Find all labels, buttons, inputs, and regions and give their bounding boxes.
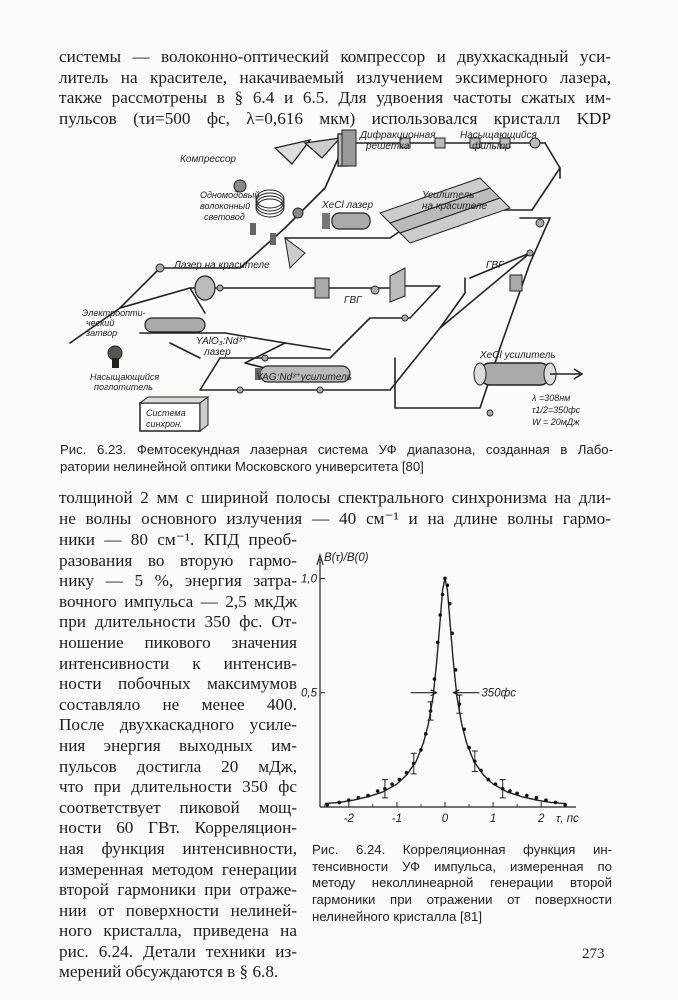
label-gvg-1: ГВГ [344,295,362,306]
label-yalo-2: лазер [204,347,231,358]
figure-6-23-caption [60,441,613,475]
fit-line [325,578,565,803]
chart-axes [301,552,579,825]
data-point [366,794,370,798]
label-eo-2: ческий [86,318,115,328]
gvg-crystal-2 [510,275,522,291]
label-sync-1: Система [146,408,186,418]
text-line: при длительности 350 фс. От- [59,612,297,632]
data-point [494,782,498,786]
caption-line: ратории нелинейной оптики Московского университета [80] [60,459,424,474]
label-absorber-1: Насыщающийся [90,372,160,382]
data-point [357,796,361,800]
paragraph-column [59,530,297,983]
label-param-lambda: λ =308нм [532,393,571,403]
text-line: вочного импульса — 2,5 мкДж [59,591,297,611]
data-point [454,668,458,672]
data-point [467,746,471,750]
text-line: толщиной 2 мм с шириной полосы спектрального синхронизма на дли- [59,488,611,507]
data-point [436,641,440,645]
data-point [405,771,409,775]
text-line: пульсов (τи=500 фс, λ=0,616 мкм) использовался кристалл KDP [59,108,611,128]
figure-6-24-chart [298,545,608,835]
x-tick-label: 0 [441,813,449,825]
yalo-laser [108,318,205,368]
x-tick-label: -2 [343,813,354,825]
data-point [443,577,447,581]
label-eo-1: Электроопти- [82,308,146,318]
x-tick-label: 2 [537,813,545,825]
chart-fit-curve [325,578,565,803]
data-point [563,803,567,807]
text-line: ния энергия выходных им- [59,735,297,755]
label-gvg-2: ГВГ [486,260,504,271]
text-line: второй гармоники при отраже- [59,880,297,900]
data-point [486,778,490,782]
xecl-laser [322,213,370,229]
data-point [438,613,442,617]
text-line: ники — 80 см⁻¹. КПД преоб- [59,530,297,549]
caption-line: Рис. 6.24. Корреляционная функция ин- [312,842,612,857]
y-tick-label: 1,0 [301,573,317,586]
x-tick-label: 1 [489,813,497,825]
data-point [419,748,423,752]
data-point [390,782,394,786]
text-line: ности 60 ГВт. Корреляцион- [59,818,297,838]
text-line: нии от поверхности нелиней- [59,900,297,920]
label-grating-2: решетка [366,141,410,152]
data-point [515,791,519,795]
beam-path-dye-laser [120,286,405,308]
label-fiber-3: световод [204,212,245,222]
label-absorber-2: поглотитель [94,382,153,392]
label-filter-1: Насыщающийся [460,130,537,141]
chart-error-bars [382,695,506,798]
caption-line: гармоники при отражении от поверхности [312,892,612,908]
paragraph-top [59,47,611,129]
text-line: пульсов достигла 20 мДж, [59,756,297,776]
data-point [441,593,445,597]
text-line: нику — 5 %, энергия затра- [59,571,297,591]
chart-points [325,577,567,807]
y-tick-label: 0,5 [301,687,317,700]
data-point [544,798,548,802]
label-xecl-laser: XeCl лазер [322,200,374,211]
optics-elements [156,219,544,416]
data-point [525,794,529,798]
data-point [424,732,428,736]
text-line: не волны основного излучения — 40 см⁻¹ и на длине волны гармо- [59,508,611,528]
text-line: литель на красителе, накачиваемый излучением эксимерного лазера, [59,67,611,87]
caption-line: Рис. 6.23. Фемтосекундная лазерная система УФ диапазона, созданная в Лабо- [60,442,613,457]
label-param-w: W = 20мДж [532,417,580,427]
figure-6-23-diagram [60,118,620,436]
label-yag-amp: YAG:Nd³⁺усилитель [256,372,352,383]
text-line: ного кристалла, приведена на [59,921,297,941]
data-point [479,769,483,773]
text-line: соответствует пиковой мощ- [59,797,297,817]
text-line: также рассмотрены в § 6.4 и 6.5. Для удвоения частоты сжатых им- [59,88,611,107]
data-point [446,583,450,587]
label-eo-3: затвор [86,328,118,338]
text-line: разования во вторую гармо- [59,550,297,570]
beam-path-xecl [500,218,550,348]
x-axis-label: τ, пс [556,813,579,825]
page-number: 273 [582,946,605,962]
x-tick-label: -1 [391,813,403,825]
label-amp-dye-1: Усилитель [422,190,475,201]
data-point [433,677,437,681]
data-point [448,602,452,606]
caption-line: тенсивности УФ импульса, измеренная по [312,858,612,874]
label-amp-dye-2: на красителе [422,201,488,212]
text-line: ности побочных максимумов [59,674,297,694]
text-line: рис. 6.24. Детали техники из- [59,941,297,961]
diffraction-grating [342,130,356,166]
text-line: что при длительности 350 фс [59,777,297,797]
data-point [535,796,539,800]
text-line: составляло не менее 400. [59,694,297,714]
data-point [462,727,466,731]
figure-6-24-caption [312,842,612,926]
data-point [450,631,454,635]
text-line: мерений обсуждаются в § 6.8. [59,962,279,982]
label-filter-2: фильтр [472,141,511,152]
label-grating-1: Дифракционная [360,130,436,141]
paragraph-middle [59,488,611,529]
label-fiber-2: волоконный [200,201,251,211]
label-sync-2: синхрон. [146,419,183,429]
label-fiber-1: Одномодовый [200,190,260,200]
data-point [347,798,351,802]
text-line: интенсивности к интенсив- [59,653,297,673]
label-param-tau: τ1/2=350фс [532,405,581,415]
data-point [398,778,402,782]
beam-path-gvg [220,286,440,358]
label-dye-laser: Лазер на красителе [174,260,270,271]
label-compressor: Компрессор [180,154,236,165]
y-axis-label: B(τ)/B(0) [324,552,369,564]
text-line: ная функция интенсивности, [59,838,297,858]
text-line: После двухкаскадного усиле- [59,715,297,735]
text-line: ношение пикового значения [59,632,297,652]
xecl-amplifier [474,363,582,385]
text-line: системы — волоконно-оптический компрессор и двухкаскадный уси- [59,47,611,66]
data-point [376,789,380,793]
data-point [325,803,329,807]
chart-annotation [411,688,517,700]
fwhm-label: 350фс [481,687,516,700]
caption-line: методу неколлинеарной генерации второй [312,875,612,891]
data-point [554,801,558,805]
label-yalo-1: YAlO₃:Nd³⁺ [196,336,247,347]
data-point [508,789,512,793]
data-point [337,801,341,805]
label-xecl-amp: XeCl усилитель [480,350,556,361]
text-line: измеренная методом генерации [59,859,297,879]
caption-line: нелинейного кристалла [81] [312,908,483,924]
